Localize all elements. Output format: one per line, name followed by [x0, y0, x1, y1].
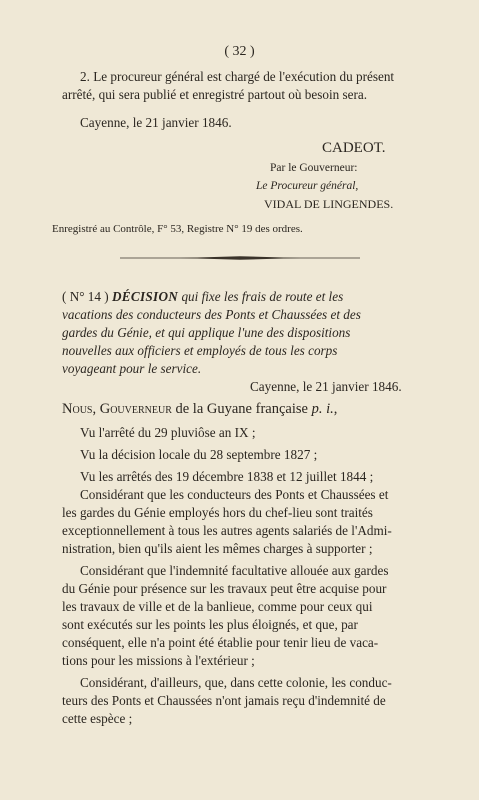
article-2: [62, 68, 448, 104]
article-2-line-2: arrêté, qui sera publié et enregistré partout où besoin sera.: [62, 87, 368, 102]
vu-line: Vu les arrêtés des 19 décembre 1838 et 12 juillet 1844 ;: [80, 469, 374, 484]
considerant-1-line: nistration, bien qu'ils aient les mêmes charges à supporter ;: [62, 541, 373, 556]
article-2-line-1: 2. Le procureur général est chargé de l'exécution du présent: [80, 69, 395, 84]
nous-line: [62, 400, 448, 418]
nous-end: ,: [333, 401, 338, 417]
considerant-3-line: Considérant, d'ailleurs, que, dans cette colonie, les conduc-: [80, 675, 392, 690]
nous-pi: p. i.: [311, 401, 334, 417]
considerant-1-line: exceptionnellement à tous les autres agents salariés de l'Admi-: [62, 523, 392, 538]
decision-heading: [62, 288, 452, 378]
decision-title-2: vacations des conducteurs des Ponts et Chaussées et des: [62, 307, 361, 322]
considerant-2-line: du Génie pour présence sur les travaux peut être acquise pour: [62, 581, 387, 596]
registration-line: Enregistré au Contrôle, F° 53, Registre N° 19 des ordres.: [52, 223, 303, 235]
decision-title-1: qui fixe les frais de route et les: [178, 289, 344, 304]
vu-list: [62, 424, 448, 486]
page-number: ( 32 ): [224, 44, 255, 59]
considerant-3: [62, 674, 448, 728]
considerant-2-line: conséquent, elle n'a point été établie pour tenir lieu de vaca-: [62, 635, 379, 650]
considerant-1: [62, 486, 448, 558]
decision-number: ( N° 14 ): [62, 289, 109, 304]
signature-official: VIDAL DE LINGENDES.: [264, 197, 394, 211]
considerant-2-line: les travaux de ville et de la banlieue, comme pour ceux qui: [62, 599, 373, 614]
decision-title-4: nouvelles aux officiers et employés de tous les corps: [62, 343, 338, 358]
signature-name: CADEOT.: [322, 140, 386, 156]
date-line-2: Cayenne, le 21 janvier 1846.: [250, 379, 402, 394]
considerant-3-line: teurs des Ponts et Chaussées n'ont jamais reçu d'indemnité de: [62, 693, 386, 708]
date-line-1: Cayenne, le 21 janvier 1846.: [80, 115, 232, 130]
considerant-2-line: sont exécutés sur les points les plus éloignés, et que, par: [62, 617, 358, 632]
considerant-3-line: cette espèce ;: [62, 711, 133, 726]
nous-rest: de la Guyane française: [171, 401, 312, 417]
signature-role: Le Procureur général,: [256, 180, 359, 192]
considerant-2-line: Considérant que l'indemnité facultative allouée aux gardes: [80, 563, 389, 578]
gouverneur-word: Gouverneur: [99, 401, 172, 417]
considerant-2: [62, 562, 448, 670]
signature-by: Par le Gouverneur:: [270, 162, 358, 174]
decision-title-word: DÉCISION: [111, 289, 179, 304]
considerant-1-line: les gardes du Génie employés hors du chef-lieu sont traités: [62, 505, 373, 520]
considerant-2-line: tions pour les missions à l'extérieur ;: [62, 653, 255, 668]
considerant-1-line: Considérant que les conducteurs des Ponts et Chaussées et: [80, 487, 389, 502]
vu-line: Vu la décision locale du 28 septembre 1827 ;: [80, 447, 318, 462]
vu-line: Vu l'arrêté du 29 pluviôse an IX ;: [80, 425, 256, 440]
decision-title-3: gardes du Génie, et qui applique l'une des dispositions: [62, 325, 351, 340]
nous-word: Nous,: [62, 401, 97, 417]
decision-title-5: voyageant pour le service.: [62, 361, 202, 376]
divider-rule: [120, 255, 360, 261]
